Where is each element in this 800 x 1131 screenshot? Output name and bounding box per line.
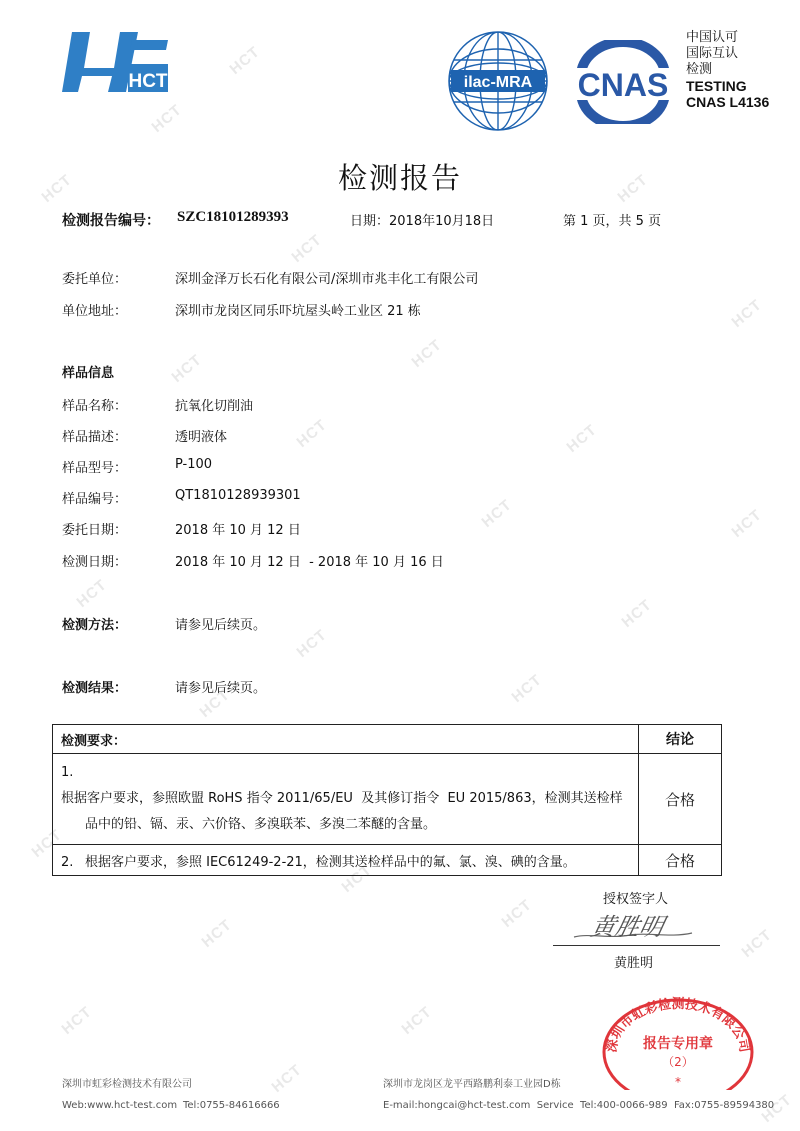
cnas-line: TESTING (686, 78, 747, 94)
client-name-label: 委托单位： (62, 272, 128, 287)
client-name: 深圳金泽万长石化有限公司/深圳市兆丰化工有限公司 (175, 272, 479, 287)
requirement-number: 1. (61, 765, 74, 780)
official-stamp (598, 990, 758, 1090)
test-result-value: 请参见后续页。 (175, 681, 267, 696)
hct-logo (62, 30, 168, 94)
watermark: HCT (226, 43, 264, 78)
sample-field-label: 委托日期： (62, 523, 128, 538)
cnas-line: CNAS L4136 (686, 94, 770, 110)
sample-field-value: 2018 年 10 月 12 日 - 2018 年 10 月 16 日 (175, 555, 444, 570)
watermark: HCT (38, 171, 76, 206)
watermark: HCT (563, 421, 601, 456)
document-title: 检测报告 (337, 161, 462, 195)
table-header-row (53, 725, 722, 754)
requirement-text (53, 845, 639, 876)
cnas-line: 国际互认 (686, 46, 739, 61)
authorized-signatory-label: 授权签字人 (603, 892, 669, 907)
watermark: HCT (738, 926, 776, 961)
sample-field-label: 样品编号： (62, 492, 128, 507)
stamp-center-text: 报告专用章 (643, 1036, 713, 1052)
conclusion-value: 合格 (639, 754, 722, 845)
watermark: HCT (28, 826, 66, 861)
handwritten-signature (560, 905, 700, 947)
watermark: HCT (614, 171, 652, 206)
stamp-number: （2） (662, 1055, 694, 1069)
requirement-line: 品中的铅、镉、汞、六价铬、多溴联苯、多溴二苯醚的含量。 (85, 817, 437, 832)
table-row (53, 754, 722, 845)
signature-line (553, 945, 720, 946)
signatory-name: 黄胜明 (614, 956, 654, 971)
page-indicator: 第 1 页，共 5 页 (563, 214, 662, 229)
watermark: HCT (478, 496, 516, 531)
test-method-label: 检测方法： (62, 618, 128, 633)
requirement-line: 根据客户要求，参照 IEC61249-2-21，检测其送检样品中的氟、氯、溴、碘的含量。 (85, 854, 576, 870)
footer-telephone: Tel:0755-84616666 (183, 1100, 280, 1111)
watermark: HCT (268, 1061, 306, 1096)
ilac-mra-text: ilac-MRA (463, 74, 533, 91)
sample-field-label: 样品型号： (62, 461, 128, 476)
watermark: HCT (293, 626, 331, 661)
watermark: HCT (728, 506, 766, 541)
sample-field-value: QT1810128939301 (175, 488, 301, 503)
sample-field-label: 样品描述： (62, 430, 128, 445)
requirements-header: 检测要求： (53, 725, 639, 754)
hct-logo-text: HCT (128, 71, 168, 92)
footer-contact: E-mail:hongcai@hct-test.com Service Tel:400-0066-989 Fax:0755-89594380 (383, 1100, 775, 1111)
footer-company: 深圳市虹彩检测技术有限公司 (62, 1079, 192, 1090)
sample-field-value: 透明液体 (175, 430, 228, 445)
watermark: HCT (498, 896, 536, 931)
ilac-mra-logo (447, 30, 549, 132)
requirement-text (53, 754, 639, 845)
footer-address: 深圳市龙岗区龙平西路鹏利泰工业园D栋 (383, 1079, 561, 1090)
watermark: HCT (73, 576, 111, 611)
client-address-label: 单位地址： (62, 304, 128, 319)
watermark: HCT (728, 296, 766, 331)
sample-field-label: 检测日期： (62, 555, 128, 570)
cnas-logo-text: CNAS (577, 67, 669, 103)
watermark: HCT (758, 1091, 796, 1126)
watermark: HCT (338, 861, 376, 896)
conclusion-header: 结论 (639, 725, 722, 754)
watermark: HCT (198, 916, 236, 951)
sample-field-label: 样品名称： (62, 399, 128, 414)
requirements-table (52, 724, 722, 876)
watermark: HCT (288, 231, 326, 266)
footer-website[interactable]: Web:www.hct-test.com (62, 1100, 178, 1111)
test-result-label: 检测结果： (62, 681, 128, 696)
sample-field-value: P-100 (175, 457, 213, 472)
cnas-logo (563, 40, 683, 124)
watermark: HCT (168, 351, 206, 386)
requirement-number: 2. (61, 854, 74, 870)
watermark: HCT (398, 1003, 436, 1038)
table-row (53, 845, 722, 876)
watermark: HCT (293, 416, 331, 451)
cnas-accreditation-text (686, 30, 796, 110)
sample-field-value: 2018 年 10 月 12 日 (175, 523, 301, 538)
watermark: HCT (408, 336, 446, 371)
watermark: HCT (508, 671, 546, 706)
cnas-line: 检测 (686, 62, 713, 77)
stamp-ring-text: 深圳市虹彩检测技术有限公司 (604, 997, 752, 1054)
requirement-line: 根据客户要求，参照欧盟 RoHS 指令 2011/65/EU 及其修订指令 EU 2015/863，检测其送检样 (61, 791, 623, 806)
report-number-label: 检测报告编号： (62, 213, 160, 229)
cnas-line: 中国认可 (686, 30, 739, 45)
test-method-value: 请参见后续页。 (175, 618, 267, 633)
watermark: HCT (196, 686, 234, 721)
watermark: HCT (148, 101, 186, 136)
sample-field-value: 抗氧化切削油 (175, 399, 254, 414)
report-number: SZC18101289393 (177, 209, 289, 225)
conclusion-value: 合格 (639, 845, 722, 876)
star-icon: * (675, 1075, 681, 1089)
watermark: HCT (618, 596, 656, 631)
client-address: 深圳市龙岗区同乐吓坑屋头岭工业区 21 栋 (175, 304, 421, 319)
watermark: HCT (58, 1003, 96, 1038)
report-date: 日期：2018年10月18日 (350, 214, 495, 229)
sample-info-heading: 样品信息 (62, 366, 115, 381)
signature-handwriting: 黄胜明 (588, 912, 667, 941)
